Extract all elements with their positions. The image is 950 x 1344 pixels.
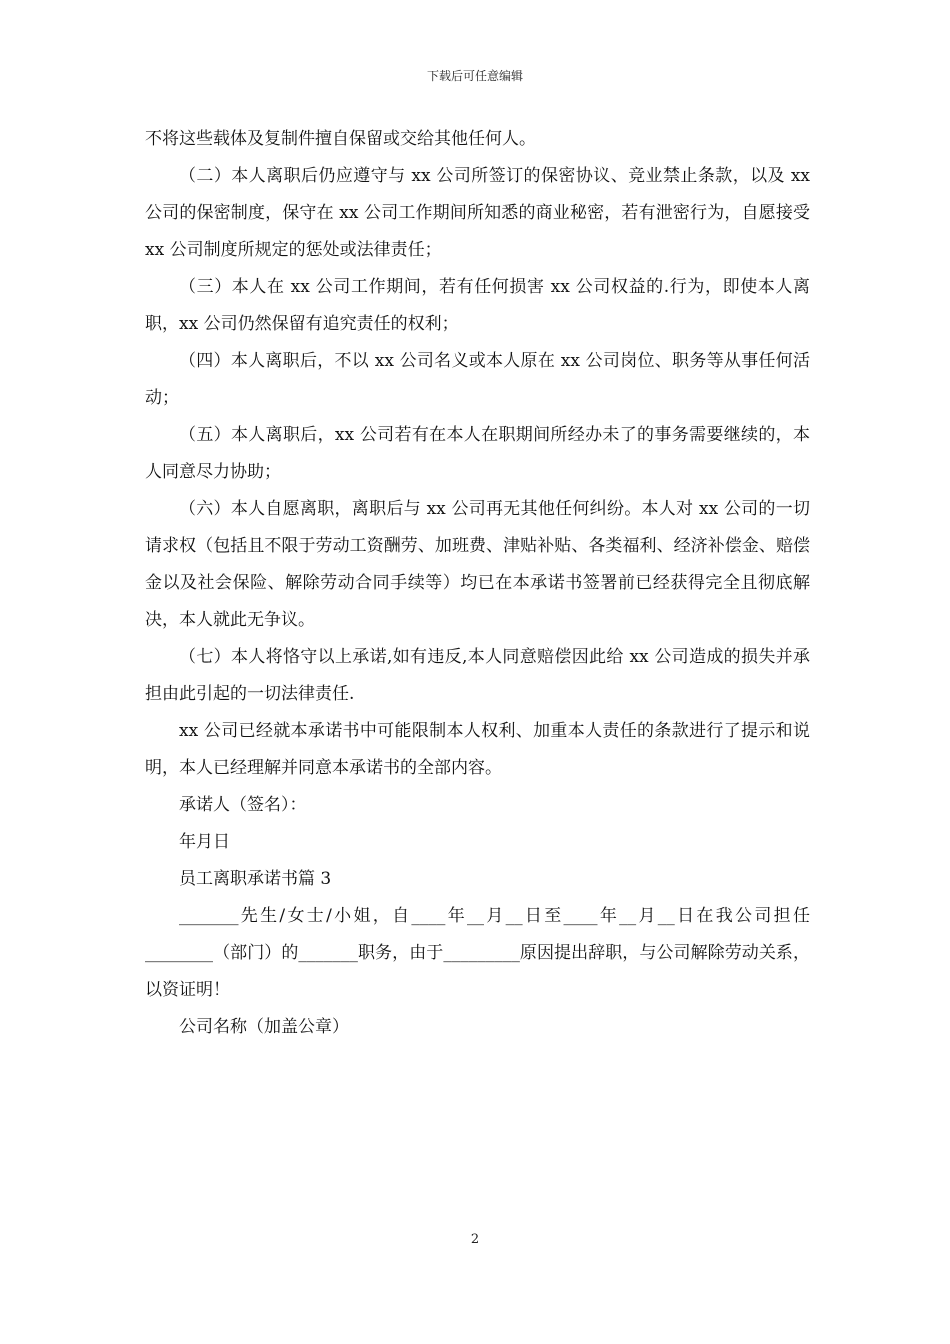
paragraph-6: （六）本人自愿离职，离职后与 xx 公司再无其他任何纠纷。本人对 xx 公司的一切请求权（包括且不限于劳动工资酬劳、加班费、津贴补贴、各类福利、经济补偿金、赔偿金以及社会保险、解除劳动合同手续等）均已在本承诺书签署前已经获得完全且彻底解决，本人就此无争议。 [145,499,810,630]
page-number: 2 [470,1232,480,1247]
company-seal-line: 公司名称（加盖公章） [179,1017,349,1037]
section-title: 员工离职承诺书篇 3 [179,869,332,889]
paragraph-2: （二）本人离职后仍应遵守与 xx 公司所签订的保密协议、竞业禁止条款，以及 xx 公司的保密制度，保守在 xx 公司工作期间所知悉的商业秘密，若有泄密行为，自愿接受 xx 公司制度所规定的惩处或法律责任； [145,166,816,260]
document-body [145,121,816,1046]
paragraph-8: xx 公司已经就本承诺书中可能限制本人权利、加重本人责任的条款进行了提示和说明，本人已经理解并同意本承诺书的全部内容。 [145,721,810,778]
certificate-text: _______先生/女士/小姐，自____年__月__日至____年__月__日在我公司担任________（部门）的_______职务，由于_________原因提出辞职，与公司解除劳动关系，以资证明！ [145,906,810,1000]
paragraph-5: （五）本人离职后，xx 公司若有在本人在职期间所经办未了的事务需要继续的，本人同意尽力协助； [145,425,810,482]
page-header: 下载后可任意编辑 [426,69,523,83]
signature-line: 承诺人（签名）： [179,795,307,815]
date-line: 年月日 [179,832,230,852]
paragraph-7: （七）本人将恪守以上承诺,如有违反,本人同意赔偿因此给 xx 公司造成的损失并承担由此引起的一切法律责任. [145,647,810,704]
paragraph-4: （四）本人离职后，不以 xx 公司名义或本人原在 xx 公司岗位、职务等从事任何活动； [145,351,810,408]
paragraph-1: 不将这些载体及复制件擅自保留或交给其他任何人。 [145,129,536,149]
paragraph-3: （三）本人在 xx 公司工作期间，若有任何损害 xx 公司权益的.行为，即使本人离职，xx 公司仍然保留有追究责任的权利； [145,277,810,334]
